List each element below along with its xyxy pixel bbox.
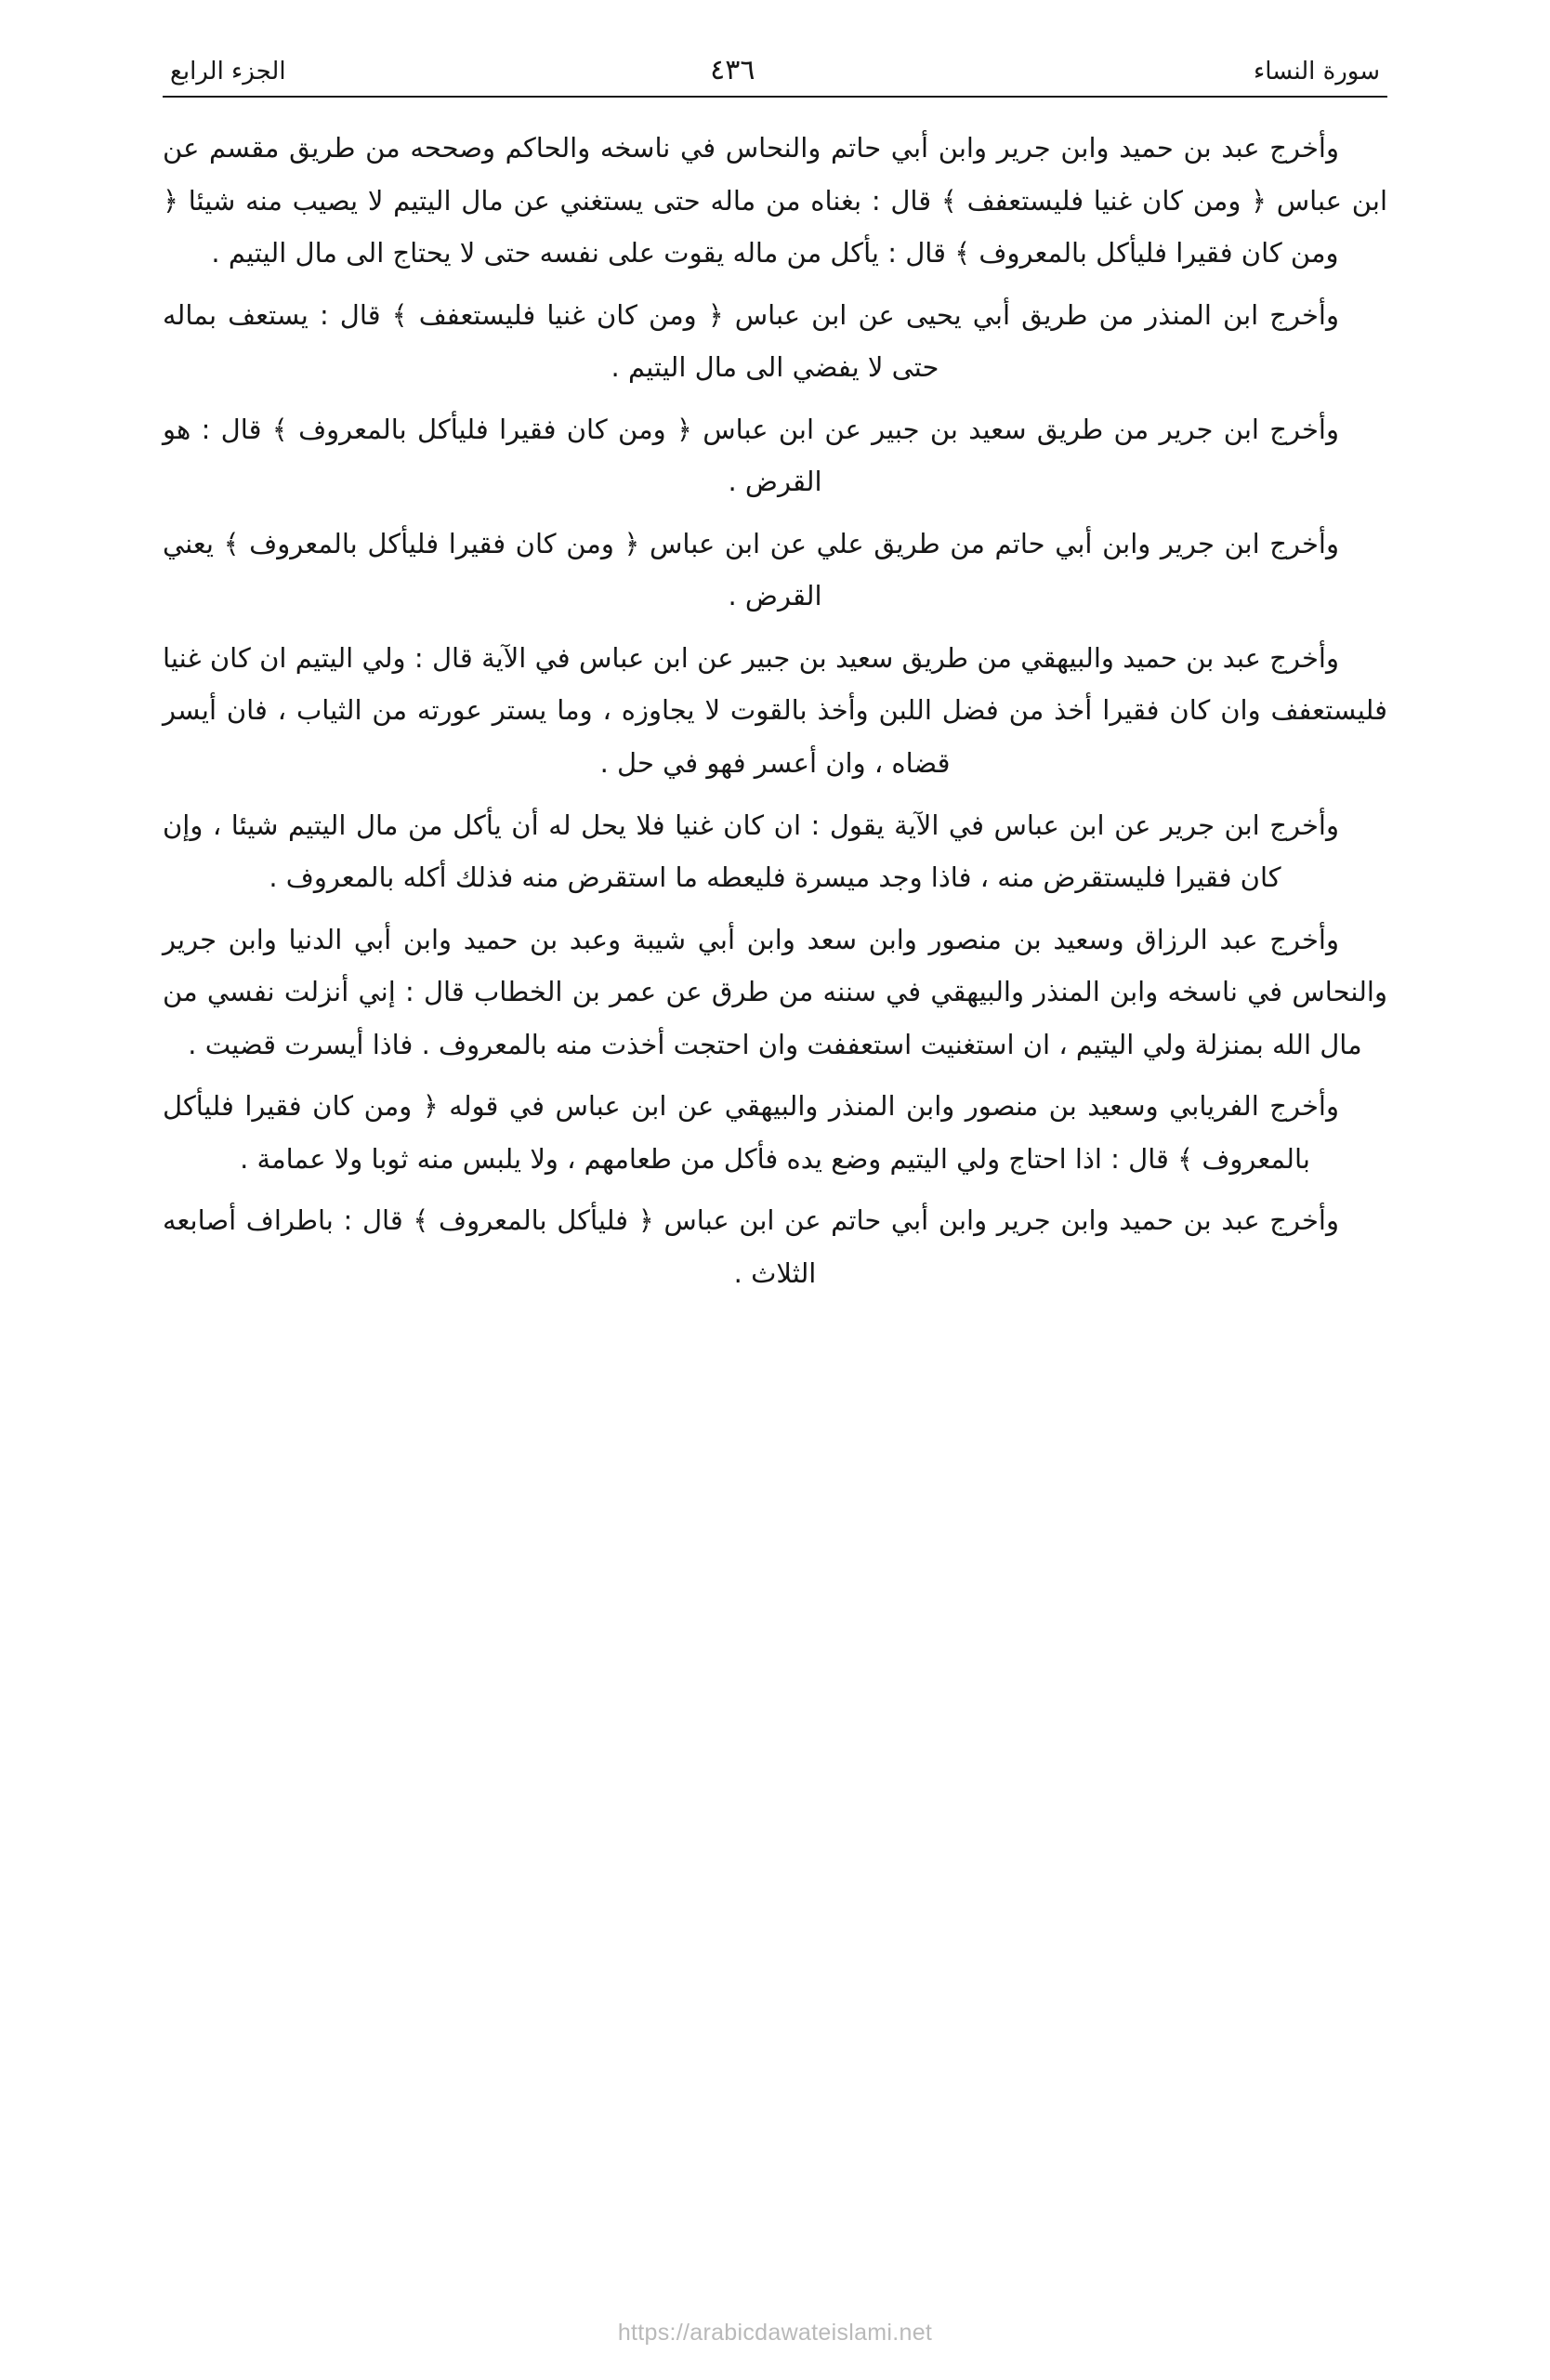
paragraph: وأخرج ابن جرير وابن أبي حاتم من طريق علي عن ابن عباس ﴿ ومن كان فقيرا فليأكل بالمعروف ﴾ يعني القرض . [163, 527, 1339, 612]
paragraph: وأخرج عبد بن حميد والبيهقي من طريق سعيد بن جبير عن ابن عباس في الآية قال : ولي اليتيم ان كان غنيا فليستعفف وان كان فقيرا أخذ من فضل اللبن وأخذ بالقوت لا يجاوزه ، وما يستر عورته من الثياب ، فان أيسر قضاه ، وان أعسر فهو في حل . [163, 641, 1387, 780]
paragraph: وأخرج الفريابي وسعيد بن منصور وابن المنذر والبيهقي عن ابن عباس في قوله ﴿ ومن كان فقيرا فليأكل بالمعروف ﴾ قال : اذا احتاج ولي اليتيم وضع يده فأكل من طعامهم ، ولا يلبس منه ثوبا ولا عمامة . [163, 1090, 1339, 1175]
paragraph: وأخرج ابن جرير من طريق سعيد بن جبير عن ابن عباس ﴿ ومن كان فقيرا فليأكل بالمعروف ﴾ قال : هو القرض . [163, 413, 1339, 498]
page-header [163, 54, 1387, 86]
page-number: ٤٣٦ [710, 54, 755, 86]
paragraph: وأخرج ابن المنذر من طريق أبي يحيى عن ابن عباس ﴿ ومن كان غنيا فليستعفف ﴾ قال : يستعف بماله حتى لا يفضي الى مال اليتيم . [163, 298, 1339, 384]
surah-label: سورة النساء [1254, 58, 1380, 85]
juz-label: الجزء الرابع [170, 58, 286, 85]
paragraph: وأخرج عبد الرزاق وسعيد بن منصور وابن سعد وابن أبي شيبة وعبد بن حميد وابن أبي الدنيا وابن جرير والنحاس في ناسخه وابن المنذر والبيهقي في سننه من طرق عن عمر بن الخطاب قال : إني أنزلت نفسي من مال الله بمنزلة ولي اليتيم ، ان استغنيت استعففت وان احتجت أخذت منه بالمعروف . فاذا أيسرت قضيت . [163, 923, 1387, 1060]
paragraph: وأخرج عبد بن حميد وابن جرير وابن أبي حاتم والنحاس في ناسخه والحاكم وصححه من طريق مقسم عن ابن عباس ﴿ ومن كان غنيا فليستعفف ﴾ قال : بغناه من ماله حتى يستغني عن مال اليتيم لا يصيب منه شيئا ﴿ ومن كان فقيرا فليأكل بالمعروف ﴾ قال : يأكل من ماله يقوت على نفسه حتى لا يحتاج الى مال اليتيم . [163, 132, 1387, 270]
paragraph: وأخرج ابن جرير عن ابن عباس في الآية يقول : ان كان غنيا فلا يحل له أن يأكل من مال اليتيم شيئا ، وإن كان فقيرا فليستقرض منه ، فاذا وجد ميسرة فليعطه ما استقرض منه فذلك أكله بالمعروف . [163, 809, 1339, 894]
page-body [163, 122, 1387, 1299]
watermark-url: https://arabicdawateislami.net [617, 2320, 933, 2346]
header-divider [163, 96, 1387, 98]
paragraph: وأخرج عبد بن حميد وابن جرير وابن أبي حاتم عن ابن عباس ﴿ فليأكل بالمعروف ﴾ قال : باطراف أصابعه الثلاث . [163, 1204, 1339, 1289]
